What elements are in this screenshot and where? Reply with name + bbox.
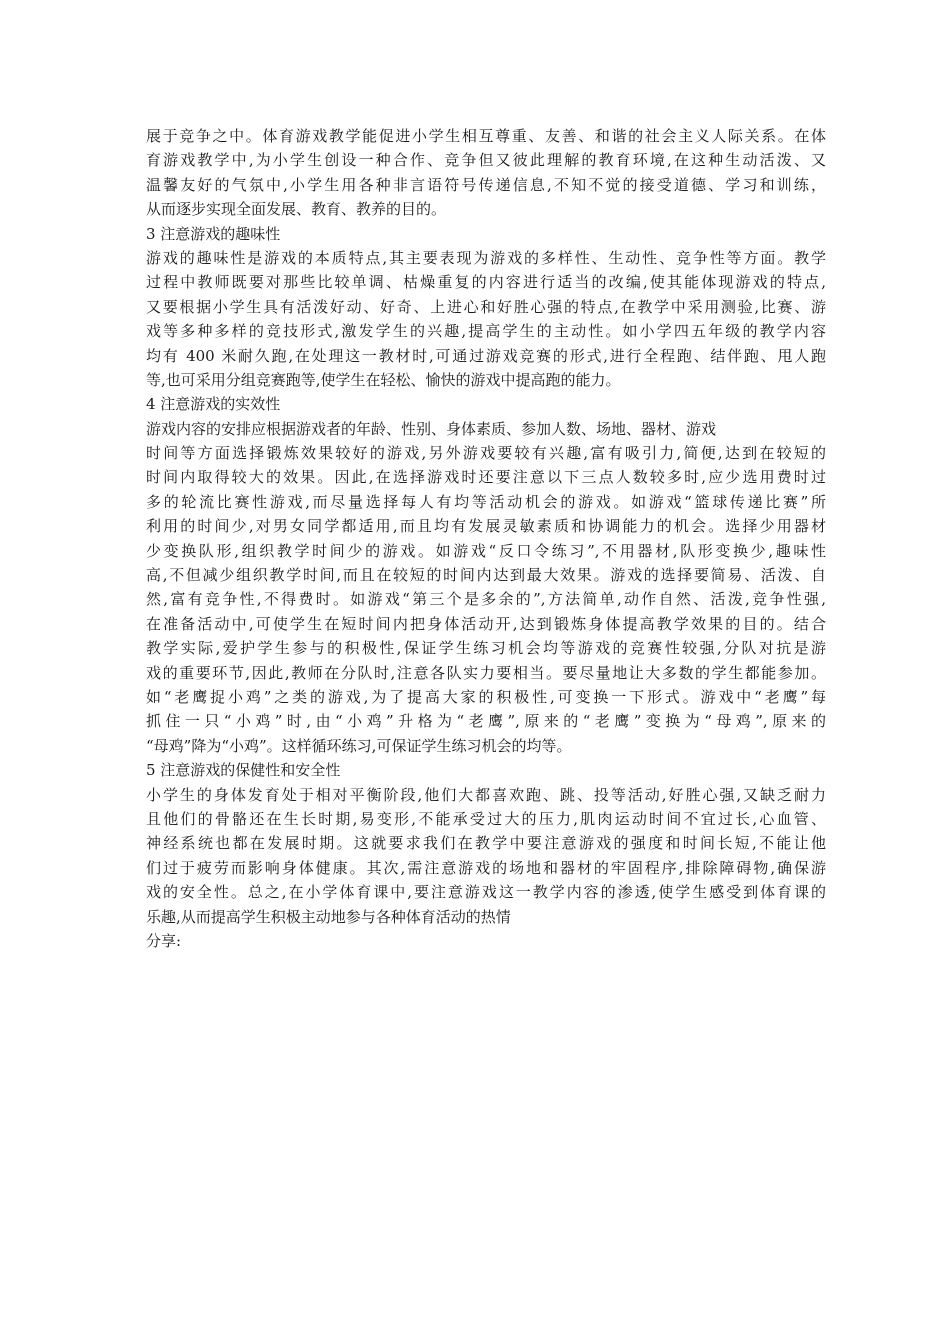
text-line: 利用的时间少,对男女同学都适用,而且均有发展灵敏素质和协调能力的机会。选择少用器材 [146, 517, 826, 536]
text-line: 然,富有竞争性,不得费时。如游戏“第三个是多余的”,方法简单,动作自然、活泼,竞争性强, [146, 590, 826, 609]
text-line: 神经系统也都在发展时期。这就要求我们在教学中要注意游戏的强度和时间长短,不能让他 [146, 834, 826, 853]
text-line: 乐趣,从而提高学生积极主动地参与各种体育活动的热情 [146, 907, 511, 926]
text-line: 游戏的趣味性是游戏的本质特点,其主要表现为游戏的多样性、生动性、竞争性等方面。教学 [146, 248, 826, 267]
text-line: 育游戏教学中,为小学生创设一种合作、竞争但又彼此理解的教育环境,在这种生动活泼、又 [146, 151, 826, 170]
text-line: 等,也可采用分组竞赛跑等,使学生在轻松、愉快的游戏中提高跑的能力。 [146, 370, 621, 389]
text-line: 又要根据小学生具有活泼好动、好奇、上进心和好胜心强的特点,在教学中采用测验,比赛、游 [146, 297, 826, 316]
document-body [146, 124, 826, 953]
text-line: 5 注意游戏的保健性和安全性 [146, 761, 341, 780]
text-line: 如“老鹰捉小鸡”之类的游戏,为了提高大家的积极性,可变换一下形式。游戏中“老鹰”每 [146, 687, 826, 706]
text-line: 温馨友好的气氛中,小学生用各种非言语符号传递信息,不知不觉的接受道德、学习和训练， [146, 175, 826, 194]
text-line: 高,不但减少组织教学时间,而且在较短的时间内达到最大效果。游戏的选择要简易、活泼、自 [146, 566, 826, 585]
text-line: 从而逐步实现全面发展、教育、教养的目的。 [146, 200, 447, 219]
text-line: 且他们的骨骼还在生长时期,易变形,不能承受过大的压力,肌肉运动时间不宜过长,心血管、 [146, 809, 826, 828]
text-line: 过程中教师既要对那些比较单调、枯燥重复的内容进行适当的改编,使其能体现游戏的特点, [146, 273, 826, 292]
text-line: 分享: [146, 931, 182, 950]
text-line: 戏等多种多样的竞技形式,激发学生的兴趣,提高学生的主动性。如小学四五年级的教学内容 [146, 322, 826, 341]
text-line: 多的轮流比赛性游戏,而尽量选择每人有均等活动机会的游戏。如游戏“篮球传递比赛”所 [146, 492, 826, 511]
text-line: 时间等方面选择锻炼效果较好的游戏,另外游戏要较有兴趣,富有吸引力,简便,达到在较短的 [146, 444, 826, 463]
text-line: 们过于疲劳而影响身体健康。其次,需注意游戏的场地和器材的牢固程序,排除障碍物,确保游 [146, 858, 826, 877]
text-line: 戏的安全性。总之,在小学体育课中,要注意游戏这一教学内容的渗透,使学生感受到体育课的 [146, 883, 826, 902]
text-line: 抓住一只“小鸡”时,由“小鸡”升格为“老鹰”,原来的“老鹰”变换为“母鸡”,原来的 [146, 712, 826, 731]
text-line: 4 注意游戏的实效性 [146, 395, 281, 414]
text-line: 时间内取得较大的效果。因此,在选择游戏时还要注意以下三点人数较多时,应少选用费时过 [146, 468, 826, 487]
text-line: 3 注意游戏的趣味性 [146, 224, 281, 243]
text-line: 游戏内容的安排应根据游戏者的年龄、性别、身体素质、参加人数、场地、器材、游戏 [146, 419, 717, 438]
text-line: 展于竞争之中。体育游戏教学能促进小学生相互尊重、友善、和谐的社会主义人际关系。在体 [146, 127, 826, 145]
text-line: 在准备活动中,可使学生在短时间内把身体活动开,达到锻炼身体提高教学效果的目的。结合 [146, 614, 826, 633]
text-line: 均有 400 米耐久跑,在处理这一教材时,可通过游戏竞赛的形式,进行全程跑、结伴跑、甩人跑 [146, 346, 826, 365]
text-line: 少变换队形,组织教学时间少的游戏。如游戏“反口令练习”,不用器材,队形变换少,趣味性 [146, 541, 826, 560]
text-line: 戏的重要环节,因此,教师在分队时,注意各队实力要相当。要尽量地让大多数的学生都能参加。 [146, 663, 826, 682]
text-line: 教学实际,爱护学生参与的积极性,保证学生练习机会均等游戏的竞赛性较强,分队对抗是游 [146, 639, 826, 658]
text-line: “母鸡”降为“小鸡”。这样循环练习,可保证学生练习机会的均等。 [146, 736, 572, 755]
text-line: 小学生的身体发育处于相对平衡阶段,他们大都喜欢跑、跳、投等活动,好胜心强,又缺乏耐力 [146, 785, 826, 804]
